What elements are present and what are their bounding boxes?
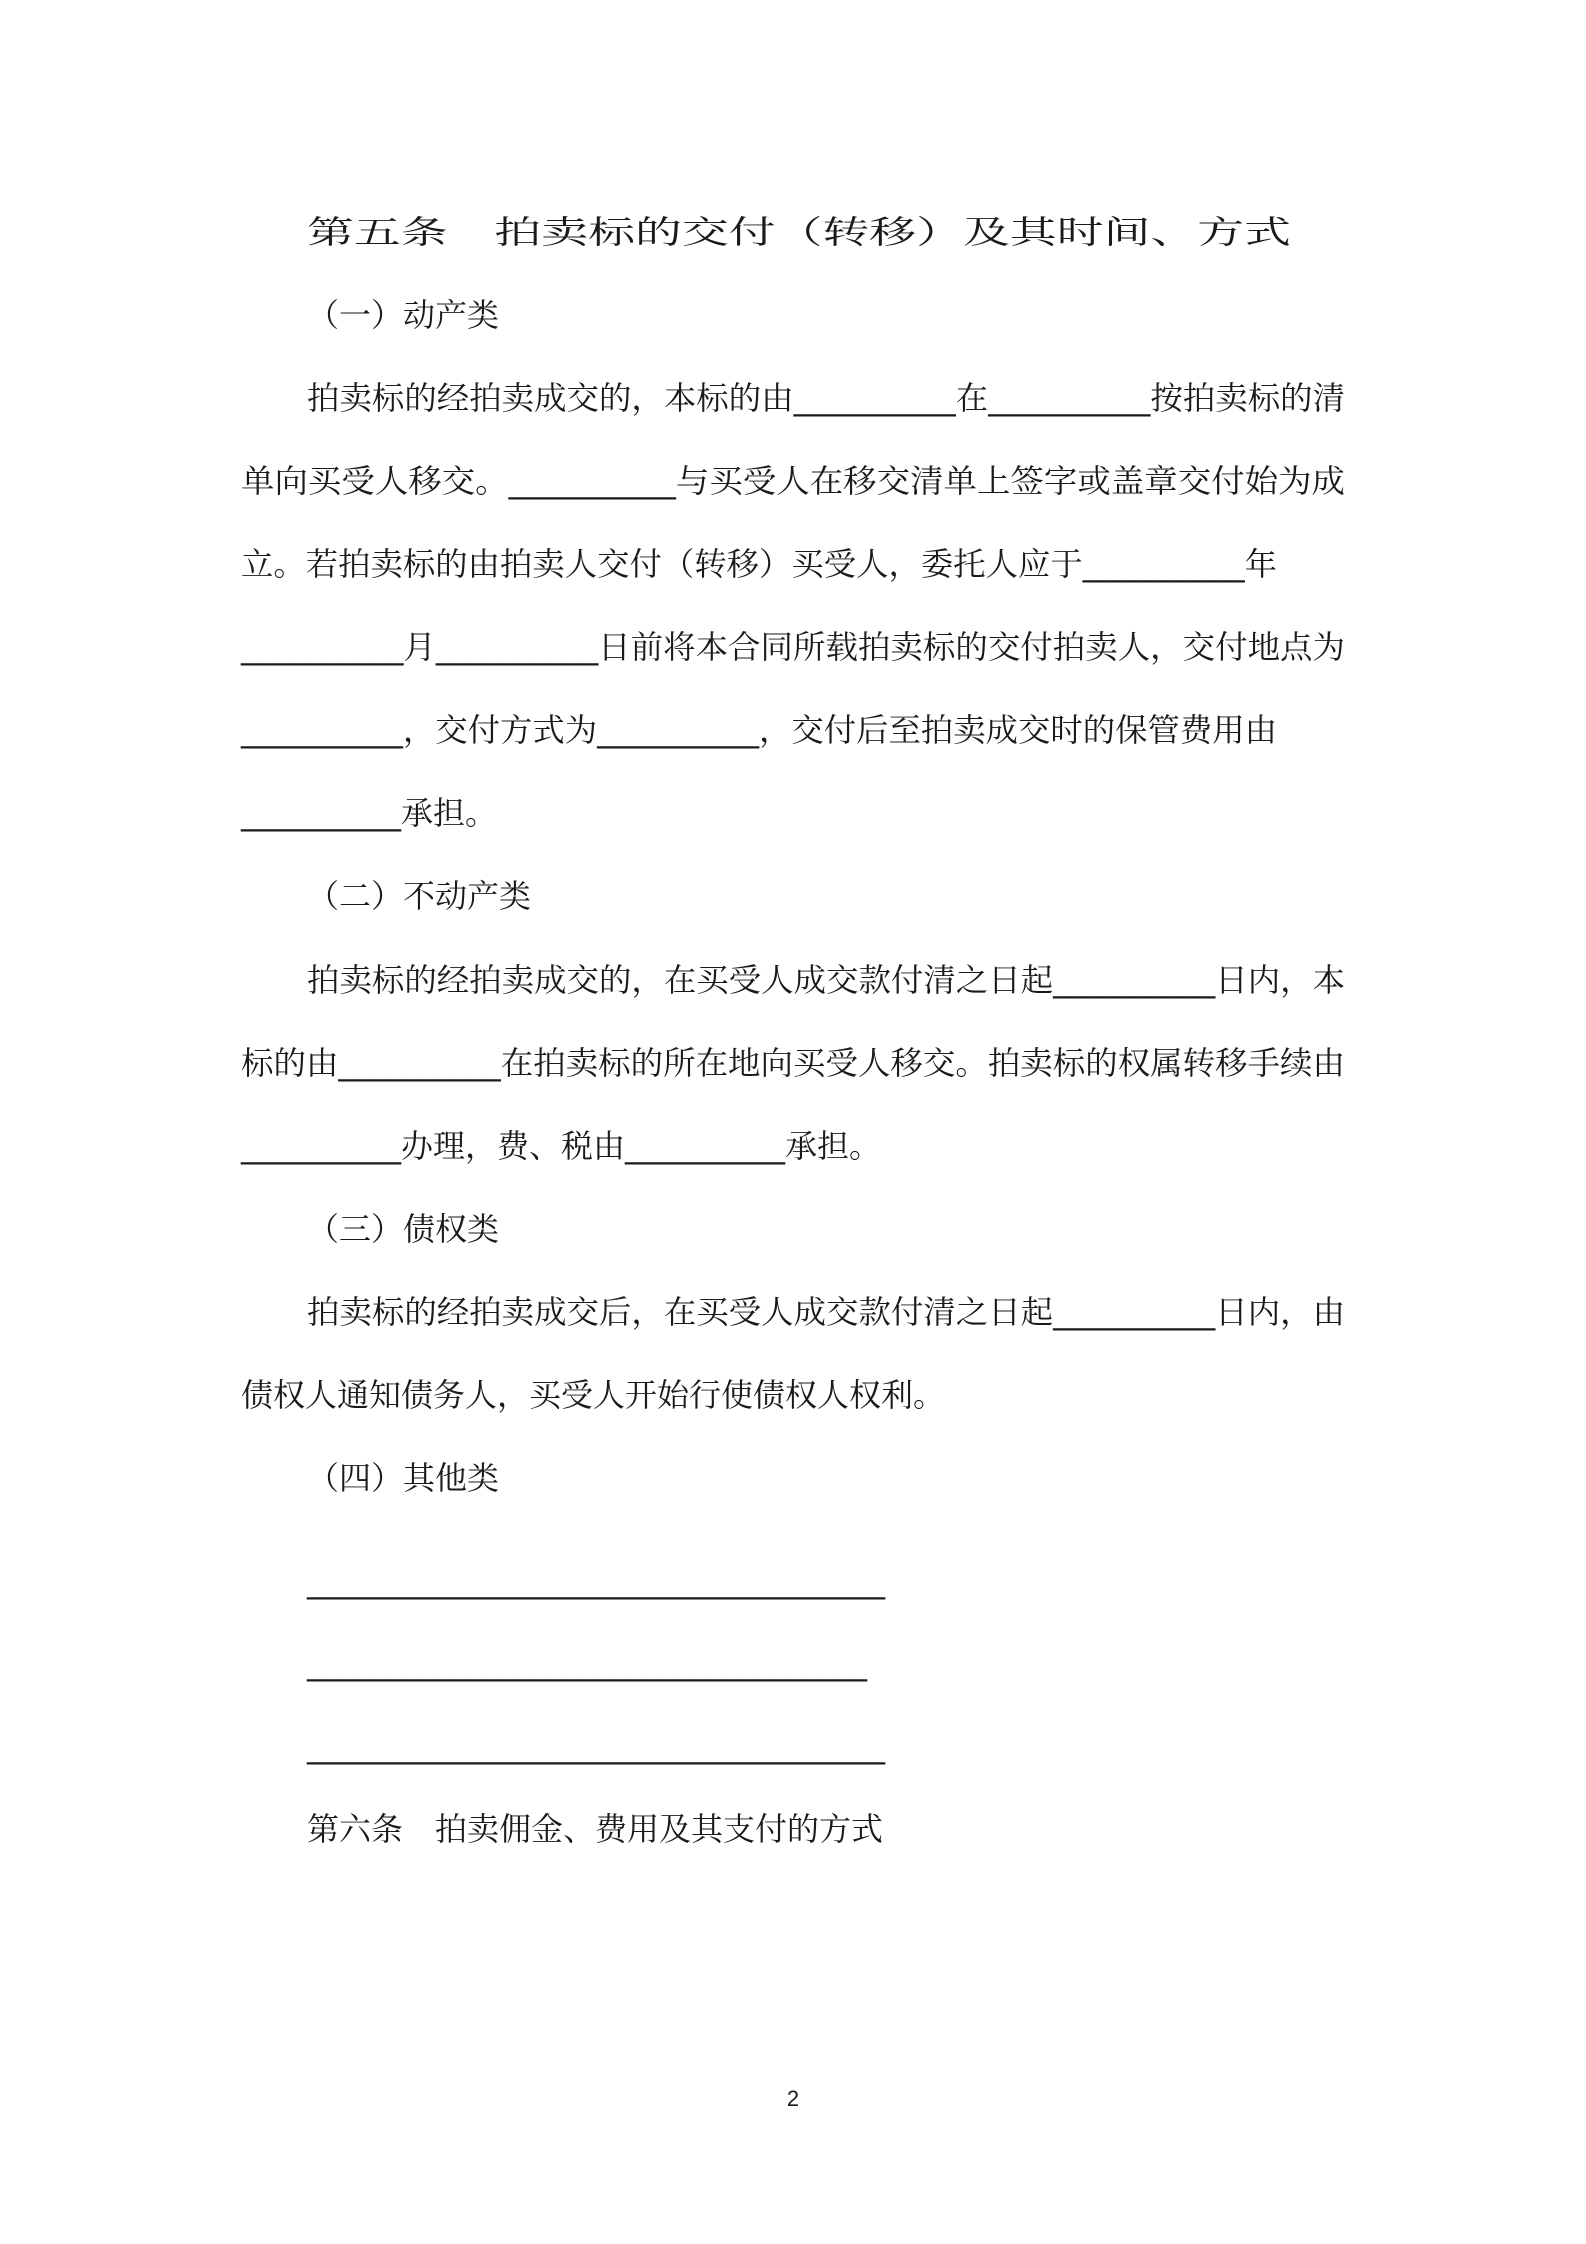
article-6-heading: 第六条 拍卖佣金、费用及其支付的方式 — [307, 1810, 884, 1848]
section-real-estate-heading: （二）不动产类 — [307, 877, 532, 915]
blank-fill-line: ____________________________________ — [307, 1562, 885, 1600]
creditor-rights-paragraph-line: 债权人通知债务人，买受人开始行使债权人权利。 — [241, 1376, 946, 1414]
movable-property-paragraph-line: 立。若拍卖标的由拍卖人交付（转移）买受人，委托人应于__________年 — [241, 545, 1278, 583]
creditor-rights-paragraph-line: 拍卖标的经拍卖成交后，在买受人成交款付清之日起__________日内，由 — [307, 1293, 1346, 1331]
article-5-heading: 第五条 拍卖标的交付（转移）及其时间、方式 — [307, 213, 1292, 251]
section-other-heading: （四）其他类 — [307, 1459, 500, 1497]
movable-property-paragraph-line: 单向买受人移交。__________与买受人在移交清单上签字或盖章交付始为成 — [241, 462, 1346, 500]
real-estate-paragraph-line: 标的由__________在拍卖标的所在地向买受人移交。拍卖标的权属转移手续由 — [241, 1044, 1346, 1082]
movable-property-paragraph-line: __________承担。 — [241, 794, 498, 832]
movable-property-paragraph-line: __________，交付方式为__________，交付后至拍卖成交时的保管费用由 — [241, 711, 1278, 749]
section-movable-property-heading: （一）动产类 — [307, 296, 500, 334]
page-number: 2 — [786, 2086, 800, 2111]
real-estate-paragraph-line: __________办理，费、税由__________承担。 — [241, 1127, 882, 1165]
movable-property-paragraph-line: 拍卖标的经拍卖成交的，本标的由__________在__________按拍卖标的清 — [307, 379, 1346, 417]
movable-property-paragraph-line: __________月__________日前将本合同所载拍卖标的交付拍卖人，交付地点为 — [241, 628, 1346, 666]
real-estate-paragraph-line: 拍卖标的经拍卖成交的，在买受人成交款付清之日起__________日内，本 — [307, 961, 1346, 999]
blank-fill-line: ___________________________________ — [307, 1644, 867, 1682]
section-creditor-rights-heading: （三）债权类 — [307, 1210, 500, 1248]
blank-fill-line: ____________________________________ — [307, 1727, 885, 1765]
